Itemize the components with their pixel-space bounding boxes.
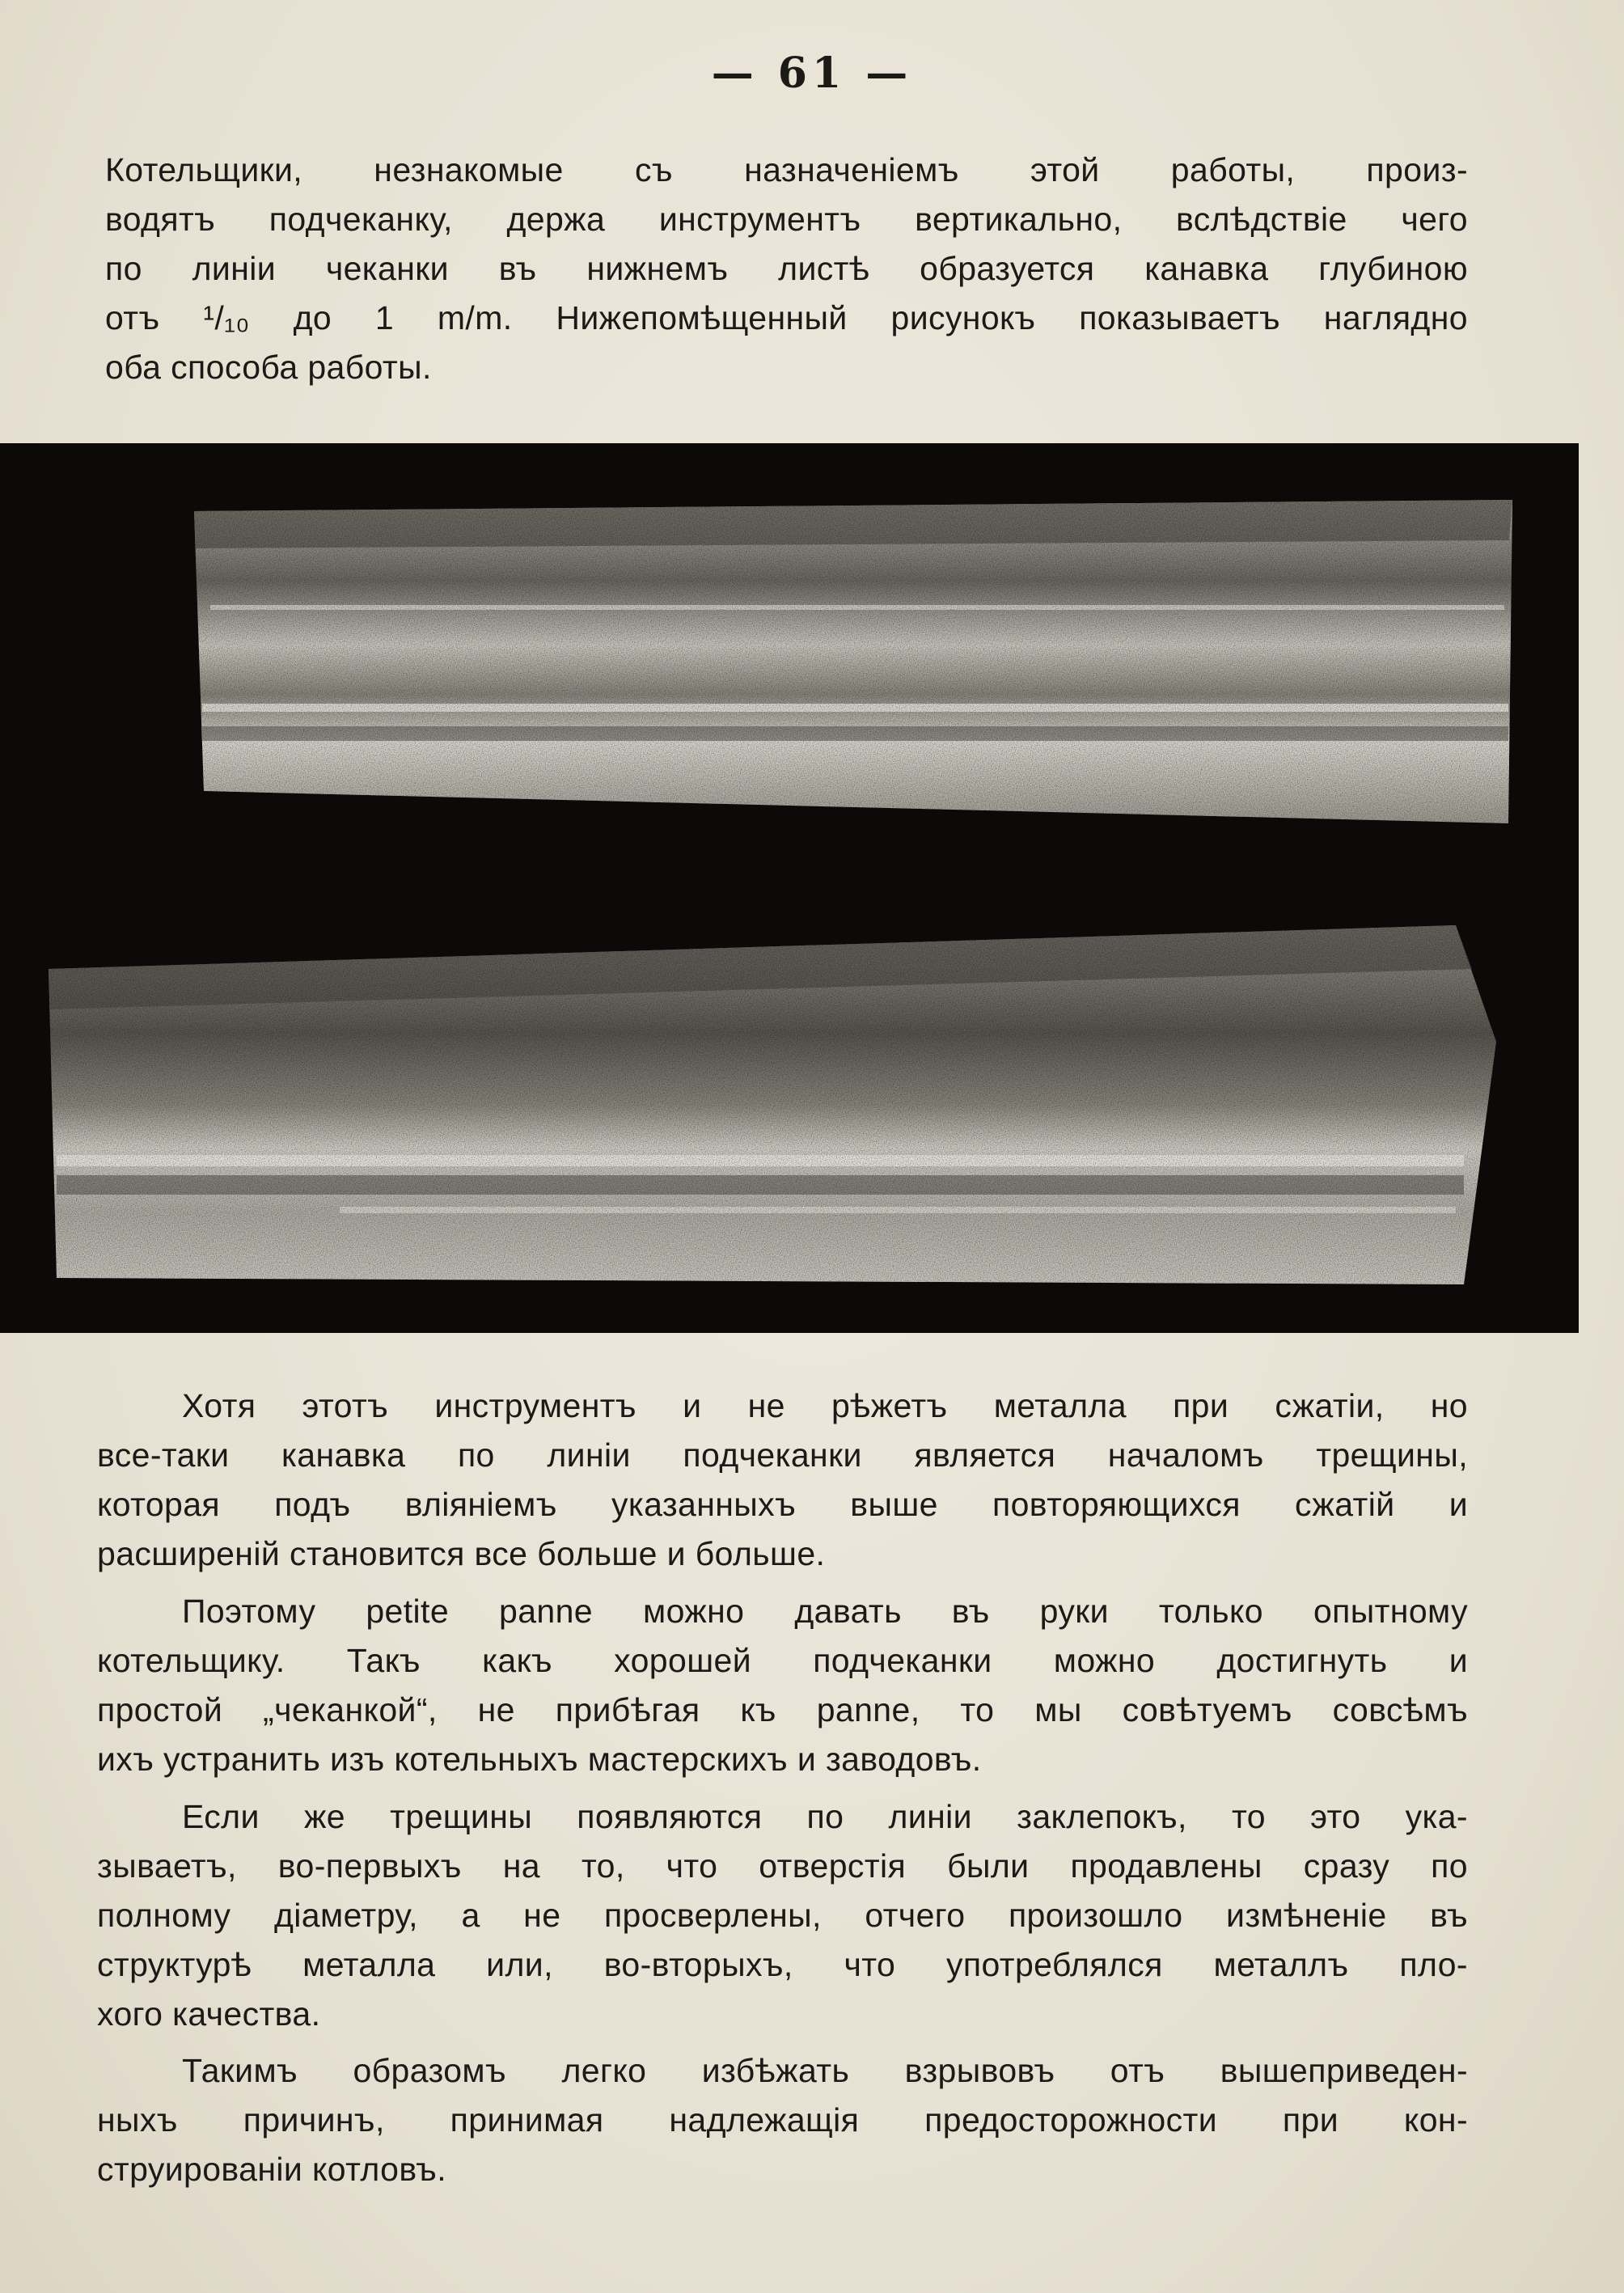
text-line: хого качества. <box>97 1995 321 2033</box>
text-line: структурѣ металла или, во-вторыхъ, что употреблялся металлъ пло- <box>97 1946 1468 1983</box>
text-line: Поэтому petite panne можно давать въ руки только опытному <box>182 1593 1468 1630</box>
text-line: по линіи чеканки въ нижнемъ листѣ образуется канавка глубиною <box>105 250 1468 287</box>
upper-plate <box>194 500 1512 823</box>
text-line: Если же трещины появляются по линіи заклепокъ, то это ука- <box>182 1798 1468 1835</box>
text-line: котельщику. Такъ какъ хорошей подчеканки можно достигнуть и <box>97 1642 1468 1679</box>
text-line: все-таки канавка по линіи подчеканки является началомъ трещины, <box>97 1436 1468 1474</box>
paragraph-1 <box>97 1381 1468 1579</box>
text-line: зываетъ, во-первыхъ на то, что отверстія были продавлены сразу по <box>97 1847 1468 1885</box>
text-line: Такимъ образомъ легко избѣжать взрывовъ отъ вышеприведен- <box>182 2052 1468 2089</box>
intro-paragraph <box>105 146 1468 392</box>
text-line: расширеній становится все больше и больше. <box>97 1535 826 1572</box>
paragraph-3 <box>97 1792 1468 2039</box>
paragraph-2 <box>97 1587 1468 1784</box>
lower-plate <box>49 925 1496 1284</box>
text-line: простой „чеканкой“, не прибѣгая къ panne, то мы совѣтуемъ совсѣмъ <box>97 1691 1468 1728</box>
text-line: полному діаметру, а не просверлены, отчего произошло измѣненіе въ <box>97 1897 1468 1934</box>
text-line: Котельщики, незнакомые съ назначеніемъ этой работы, произ- <box>105 151 1468 188</box>
page-number: — 61 — <box>711 49 913 98</box>
text-line: водятъ подчеканку, держа инструментъ вертикально, вслѣдствіе чего <box>105 201 1468 238</box>
text-line: ныхъ причинъ, принимая надлежащія предосторожности при кон- <box>97 2101 1468 2139</box>
paragraph-4 <box>97 2046 1468 2194</box>
text-line: струированіи котловъ. <box>97 2151 446 2188</box>
boiler-plates-photograph <box>0 443 1579 1333</box>
text-line: которая подъ вліяніемъ указанныхъ выше повторяющихся сжатій и <box>97 1486 1468 1523</box>
text-line: отъ ¹/₁₀ до 1 m/m. Нижепомѣщенный рисунокъ показываетъ наглядно <box>105 299 1468 336</box>
text-line: оба способа работы. <box>105 349 432 386</box>
text-line: ихъ устранить изъ котельныхъ мастерскихъ и заводовъ. <box>97 1741 982 1778</box>
text-line: Хотя этотъ инструментъ и не рѣжетъ металла при сжатіи, но <box>182 1387 1468 1424</box>
